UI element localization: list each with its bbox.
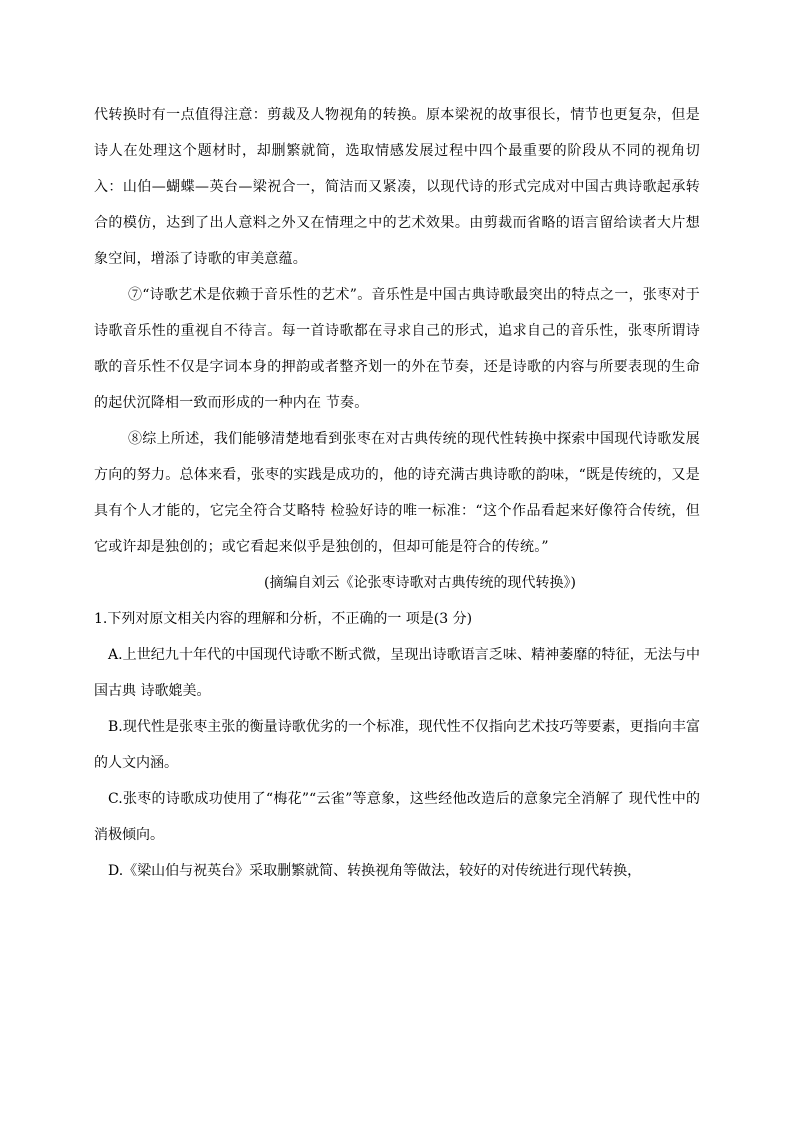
question-1-option-d: D.《梁山伯与祝英台》采取删繁就简、转换视角等做法，较好的对传统进行现代转换， <box>108 863 642 879</box>
question-1-stem: 1.下列对原文相关内容的理解和分析，不正确的一 项是(3 分) <box>94 611 473 627</box>
question-1-option-b: B.现代性是张枣主张的衡量诗歌优劣的一个标准，现代性不仅指向艺术技巧等要素，更指向丰富的人文内涵。 <box>94 719 700 771</box>
article-source-citation: (摘编自刘云《论张枣诗歌对古典传统的现代转换》) <box>264 575 576 591</box>
question-1-option-a: A.上世纪九十年代的中国现代诗歌不断式微，呈现出诗歌语言乏味、精神萎靡的特征，无法与中国古典 诗歌媲美。 <box>94 647 700 699</box>
question-1-option-c: C.张枣的诗歌成功使用了“梅花”“云雀”等意象，这些经他改造后的意象完全消解了 现代性中的消极倾向。 <box>94 791 700 843</box>
article-paragraph-8: ⑧综上所述，我们能够清楚地看到张枣在对古典传统的现代性转换中探索中国现代诗歌发展方向的努力。总体来看，张枣的实践是成功的，他的诗充满古典诗歌的韵味，“既是传统的，又是具有个人才能的，它完全符合艾略特 检验好诗的唯一标准：“这个作品看起来好像符合传统，但它或许却是独创的；或它看起来似乎是独创的，但却可能是符合的传统。” <box>94 431 700 555</box>
article-paragraph-continued: 代转换时有一点值得注意：剪裁及人物视角的转换。原本梁祝的故事很长，情节也更复杂，但是诗人在处理这个题材时，却删繁就简，选取情感发展过程中四个最重要的阶段从不同的视角切入：山伯—蝴蝶—英台—梁祝合一，简洁而又紧凑，以现代诗的形式完成对中国古典诗歌起承转合的模仿，达到了出人意料之外又在情理之中的艺术效果。由剪裁而省略的语言留给读者大片想象空间，增添了诗歌的审美意蕴。 <box>94 107 700 267</box>
document-body <box>94 97 700 889</box>
article-paragraph-7: ⑦“诗歌艺术是依赖于音乐性的艺术”。音乐性是中国古典诗歌最突出的特点之一，张枣对于诗歌音乐性的重视自不待言。每一首诗歌都在寻求自己的形式，追求自己的音乐性，张枣所谓诗歌的音乐性不仅是字词本身的押韵或者整齐划一的外在节奏，还是诗歌的内容与所要表现的生命的起伏沉降相一致而形成的一种内在 节奏。 <box>94 287 700 411</box>
